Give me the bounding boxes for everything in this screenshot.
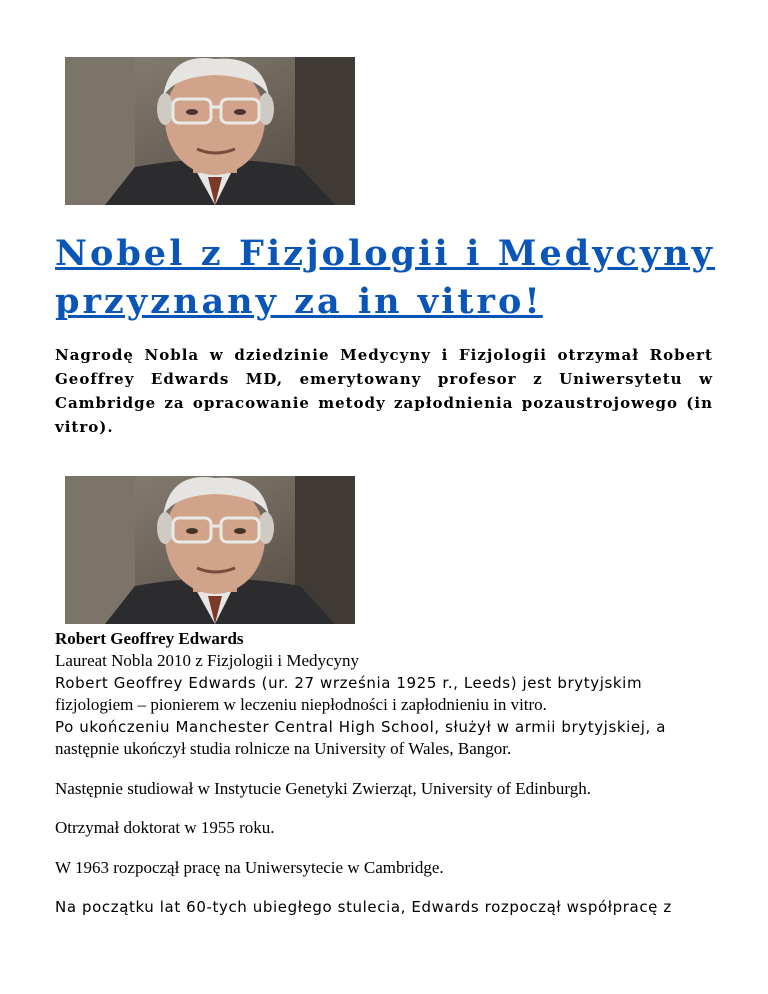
portrait-photo-bottom — [65, 476, 355, 624]
paragraph-cambridge: W 1963 rozpoczął pracę na Uniwersytecie w Cambridge. — [55, 858, 444, 877]
bio-line-2: fizjologiem – pionierem w leczeniu niepłodności i zapłodnieniu in vitro. — [55, 695, 547, 714]
portrait-photo-top — [65, 57, 355, 205]
portrait-image — [65, 57, 355, 205]
school-line-2: następnie ukończył studia rolnicze na University of Wales, Bangor. — [55, 739, 512, 758]
paragraph-edinburgh: Następnie studiował w Instytucie Genetyki Zwierząt, University of Edinburgh. — [55, 779, 592, 798]
bio-line-1: Robert Geoffrey Edwards (ur. 27 września 1925 r., Leeds) jest brytyjskim — [55, 674, 643, 692]
bio-block — [55, 628, 713, 760]
school-line-1: Po ukończeniu Manchester Central High School, służył w armii brytyjskiej, a — [55, 718, 667, 736]
article-lead: Nagrodę Nobla w dziedzinie Medycyny i Fizjologii otrzymał Robert Geoffrey Edwards MD, emerytowany profesor z Uniwersytetu w Cambridge za opracowanie metody zapłodnienia pozaustrojowego (in vitro). — [55, 346, 713, 436]
article-title-link[interactable]: Nobel z Fizjologii i Medycyny przyznany za in vitro! — [55, 233, 715, 322]
laureate-line: Laureat Nobla 2010 z Fizjologii i Medycyny — [55, 651, 360, 670]
person-name: Robert Geoffrey Edwards — [55, 629, 244, 648]
portrait-image — [65, 476, 355, 624]
paragraph-sixties: Na początku lat 60-tych ubiegłego stulecia, Edwards rozpoczął współpracę z — [55, 898, 672, 916]
paragraph-doctorate: Otrzymał doktorat w 1955 roku. — [55, 818, 275, 837]
